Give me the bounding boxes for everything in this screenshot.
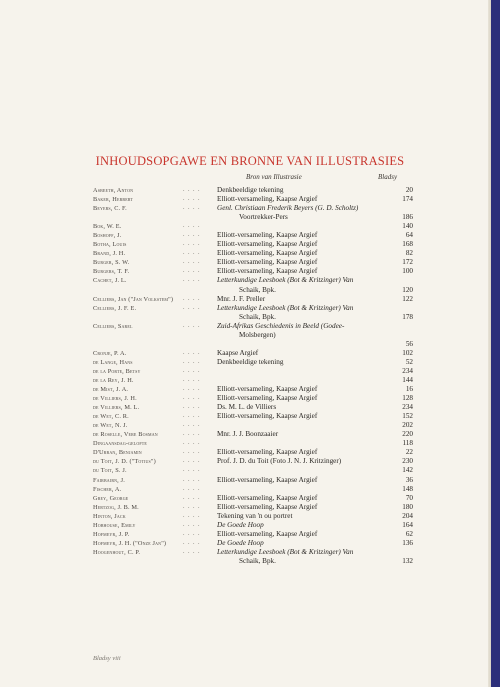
- leader-dots: . . . .: [183, 548, 201, 555]
- entry-name: Hoogenhout, C. P.: [93, 548, 141, 556]
- entry-page-number: 64: [405, 231, 413, 240]
- entry-name: de Wet, N. J.: [93, 422, 128, 430]
- index-entry: [93, 358, 413, 367]
- entry-source: Mnr. J. F. Preller: [217, 294, 266, 303]
- leader-dots: . . . .: [183, 376, 201, 383]
- entry-name: de la Porte, Betsy: [93, 367, 141, 375]
- index-entry: [93, 286, 413, 295]
- entry-name: de Villiers, M. L.: [93, 404, 140, 412]
- book-spine: [491, 0, 500, 687]
- index-entry: [93, 530, 413, 539]
- entry-name: Boshoff, J.: [93, 232, 122, 240]
- index-entry: [93, 376, 413, 385]
- entry-source: Schaik, Bpk.: [239, 285, 276, 294]
- leader-dots: . . . .: [183, 503, 201, 510]
- entry-page-number: 62: [405, 529, 413, 538]
- entry-page-number: 202: [402, 421, 413, 430]
- index-entry: [93, 267, 413, 276]
- entry-page-number: 36: [405, 475, 413, 484]
- entry-source: De Goede Hoop: [217, 538, 264, 547]
- leader-dots: . . . .: [183, 476, 201, 483]
- entry-page-number: 132: [402, 556, 413, 565]
- index-entry: [93, 195, 413, 204]
- entry-page-number: 128: [402, 394, 413, 403]
- index-entry: [93, 421, 413, 430]
- leader-dots: . . . .: [183, 494, 201, 501]
- leader-dots: . . . .: [183, 295, 201, 302]
- entry-source: Letterkundige Leesboek (Bot & Kritzinger) Van: [217, 276, 354, 285]
- index-entry: [93, 412, 413, 421]
- leader-dots: . . . .: [183, 521, 201, 528]
- entry-source: Elliott-versameling, Kaapse Argief: [217, 475, 318, 484]
- index-entry: [93, 476, 413, 485]
- leader-dots: . . . .: [183, 241, 201, 248]
- leader-dots: . . . .: [183, 485, 201, 492]
- index-entry: [93, 466, 413, 475]
- leader-dots: . . . .: [183, 358, 201, 365]
- leader-dots: . . . .: [183, 268, 201, 275]
- entry-page-number: 20: [405, 186, 413, 194]
- entry-source: Kaapse Argief: [217, 348, 259, 357]
- leader-dots: . . . .: [183, 530, 201, 537]
- entry-page-number: 16: [405, 385, 413, 394]
- entry-source: Elliott-versameling, Kaapse Argief: [217, 412, 318, 421]
- entry-page-number: 220: [402, 430, 413, 439]
- leader-dots: . . . .: [183, 304, 201, 311]
- entry-name: Dingaansdag-gelofte: [93, 440, 147, 448]
- entry-page-number: 234: [402, 403, 413, 412]
- entry-page-number: 164: [402, 520, 413, 529]
- entry-source: Tekening van 'n ou portret: [217, 511, 293, 520]
- index-entry: [93, 394, 413, 403]
- entry-page-number: 230: [402, 457, 413, 466]
- entry-name: Grey, George: [93, 494, 129, 502]
- index-entry: [93, 204, 413, 213]
- entry-name: du Toit, S. J.: [93, 467, 127, 475]
- index-entry: [93, 222, 413, 231]
- leader-dots: . . . .: [183, 250, 201, 257]
- source-column-header: Bron van Illustrasie: [246, 173, 302, 181]
- index-entry: [93, 295, 413, 304]
- entry-page-number: 120: [402, 285, 413, 294]
- leader-dots: . . . .: [183, 458, 201, 465]
- entry-name: Beyers, C. F.: [93, 205, 127, 213]
- index-entry: [93, 457, 413, 466]
- entry-source: Ds. M. L. de Villiers: [217, 403, 277, 412]
- entry-page-number: 180: [402, 502, 413, 511]
- index-entry: [93, 340, 413, 349]
- leader-dots: . . . .: [183, 187, 201, 193]
- entry-source: Elliott-versameling, Kaapse Argief: [217, 240, 318, 249]
- entry-name: Burgers, T. F.: [93, 268, 130, 276]
- index-entry: [93, 403, 413, 412]
- entry-page-number: 204: [402, 511, 413, 520]
- entry-page-number: 100: [402, 267, 413, 276]
- entry-name: Hertzog, J. B. M.: [93, 503, 139, 511]
- entry-source: Molsbergen): [239, 330, 276, 339]
- entry-name: de Villiers, J. H.: [93, 395, 137, 403]
- index-entry: [93, 521, 413, 530]
- entry-name: Cronje, P. A.: [93, 349, 127, 357]
- entry-source: Letterkundige Leesboek (Bot & Kritzinger) Van: [217, 547, 354, 556]
- index-entry: [93, 249, 413, 258]
- leader-dots: . . . .: [183, 422, 201, 429]
- entry-source: Elliott-versameling, Kaapse Argief: [217, 267, 318, 276]
- entry-source: Elliott-versameling, Kaapse Argief: [217, 258, 318, 267]
- entry-source: Elliott-versameling, Kaapse Argief: [217, 231, 318, 240]
- leader-dots: . . . .: [183, 349, 201, 356]
- leader-dots: . . . .: [183, 512, 201, 519]
- entry-source: Schaik, Bpk.: [239, 556, 276, 565]
- index-entry: [93, 557, 413, 566]
- page-column-header: Bladsy: [378, 173, 398, 181]
- leader-dots: . . . .: [183, 404, 201, 411]
- entry-name: Hofmeyr, J. H. ("Onze Jan"): [93, 539, 167, 547]
- leader-dots: . . . .: [183, 196, 201, 203]
- entry-page-number: 186: [402, 213, 413, 222]
- index-entry: [93, 213, 413, 222]
- entry-source: Elliott-versameling, Kaapse Argief: [217, 195, 318, 204]
- entry-source: Zuid-Afrikas Geschiedenis in Beeld (Godee-: [217, 321, 345, 330]
- leader-dots: . . . .: [183, 259, 201, 266]
- index-entry: [93, 494, 413, 503]
- index-entry: [93, 258, 413, 267]
- leader-dots: . . . .: [183, 386, 201, 393]
- leader-dots: . . . .: [183, 449, 201, 456]
- entry-page-number: 172: [402, 258, 413, 267]
- entry-source: Schaik, Bpk.: [239, 312, 276, 321]
- entry-page-number: 70: [405, 493, 413, 502]
- index-entry: [93, 231, 413, 240]
- entry-name: Brand, J. H.: [93, 250, 126, 258]
- entry-name: Botha, Louis: [93, 241, 127, 249]
- entry-page-number: 168: [402, 240, 413, 249]
- entry-name: Hobhouse, Emily: [93, 521, 136, 529]
- entry-page-number: 140: [402, 222, 413, 231]
- index-entry: [93, 512, 413, 521]
- index-entry: [93, 322, 413, 331]
- entry-source: Denkbeeldige tekening: [217, 357, 284, 366]
- entry-page-number: 136: [402, 538, 413, 547]
- leader-dots: . . . .: [183, 232, 201, 239]
- entry-source: Mnr. J. J. Boonzaaier: [217, 430, 279, 439]
- index-entry: [93, 276, 413, 285]
- entry-name: Burger, S. W.: [93, 259, 130, 267]
- index-entry: [93, 186, 413, 195]
- entry-source: Voortrekker-Pers: [239, 213, 288, 222]
- entry-page-number: 122: [402, 294, 413, 303]
- index-entry: [93, 385, 413, 394]
- entry-name: du Toit, J. D. ("Totius"): [93, 458, 156, 466]
- index-entry: [93, 349, 413, 358]
- entry-page-number: 22: [405, 448, 413, 457]
- entry-source: Elliott-versameling, Kaapse Argief: [217, 529, 318, 538]
- entry-source: Denkbeeldige tekening: [217, 186, 284, 194]
- index-entry: [93, 304, 413, 313]
- index-entry: [93, 448, 413, 457]
- entry-page-number: 178: [402, 312, 413, 321]
- entry-source: Elliott-versameling, Kaapse Argief: [217, 394, 318, 403]
- leader-dots: . . . .: [183, 431, 201, 438]
- index-entry: [93, 331, 413, 340]
- leader-dots: . . . .: [183, 322, 201, 329]
- entry-page-number: 174: [402, 195, 413, 204]
- index-entry: [93, 485, 413, 494]
- index-entry: [93, 313, 413, 322]
- entry-name: Celliers, Jan ("Jan Volkstem"): [93, 295, 174, 303]
- leader-dots: . . . .: [183, 205, 201, 212]
- entry-name: Cachet, J. L.: [93, 277, 127, 285]
- entry-name: Fairbairn, J.: [93, 476, 125, 484]
- entry-page-number: 234: [402, 366, 413, 375]
- entry-name: de la Rey, J. H.: [93, 376, 134, 384]
- entry-name: D'Urban, Benjamin: [93, 449, 142, 457]
- leader-dots: . . . .: [183, 395, 201, 402]
- leader-dots: . . . .: [183, 413, 201, 420]
- entry-page-number: 82: [405, 249, 413, 258]
- entry-name: Fischer, A.: [93, 485, 122, 493]
- entry-source: Elliott-versameling, Kaapse Argief: [217, 493, 318, 502]
- leader-dots: . . . .: [183, 539, 201, 546]
- leader-dots: . . . .: [183, 223, 201, 230]
- leader-dots: . . . .: [183, 467, 201, 474]
- index-entry: [93, 548, 413, 557]
- entry-name: de Wet, C. R.: [93, 413, 129, 421]
- leader-dots: . . . .: [183, 367, 201, 374]
- entry-name: de Roselle, Vere Bosman: [93, 431, 158, 439]
- entry-source: Genl. Christiaan Frederik Beyers (G. D. Scholtz): [217, 204, 359, 213]
- entry-page-number: 102: [402, 348, 413, 357]
- index-entry: [93, 367, 413, 376]
- leader-dots: . . . .: [183, 440, 201, 447]
- entry-name: Celliers, J. F. E.: [93, 304, 137, 312]
- entry-name: Bok, W. E.: [93, 223, 122, 231]
- entry-name: Baker, Herbert: [93, 196, 133, 204]
- entry-page-number: 118: [402, 439, 413, 448]
- entry-source: Elliott-versameling, Kaapse Argief: [217, 249, 318, 258]
- entry-source: Elliott-versameling, Kaapse Argief: [217, 502, 318, 511]
- index-entry: [93, 539, 413, 548]
- entry-source: Elliott-versameling, Kaapse Argief: [217, 385, 318, 394]
- entry-source: Elliott-versameling, Kaapse Argief: [217, 448, 318, 457]
- page-footer: Bladsy viii: [93, 655, 121, 662]
- entry-page-number: 52: [405, 357, 413, 366]
- index-entry: [93, 430, 413, 439]
- entry-name: de Lange, Hans: [93, 358, 133, 366]
- entry-page-number: 142: [402, 466, 413, 475]
- entry-page-number: 152: [402, 412, 413, 421]
- page-title: INHOUDSOPGAWE EN BRONNE VAN ILLUSTRASIES: [95, 154, 405, 168]
- index-entry: [93, 240, 413, 249]
- index-entry: [93, 503, 413, 512]
- entry-name: Hofmeyr, J. P.: [93, 530, 130, 538]
- entry-page-number: 56: [405, 339, 413, 348]
- leader-dots: . . . .: [183, 277, 201, 284]
- entry-source: Prof. J. D. du Toit (Foto J. N. J. Kritzinger): [217, 457, 342, 466]
- entry-page-number: 148: [402, 484, 413, 493]
- entry-source: De Goede Hoop: [217, 520, 264, 529]
- illustration-index-list: [93, 186, 413, 566]
- index-entry: [93, 439, 413, 448]
- entry-name: Asbeeth, Anton: [93, 187, 134, 194]
- entry-page-number: 144: [402, 375, 413, 384]
- entry-name: Celliers, Sarel: [93, 322, 133, 330]
- entry-source: Letterkundige Leesboek (Bot & Kritzinger) Van: [217, 303, 354, 312]
- entry-name: de Mist, J. A.: [93, 386, 129, 394]
- entry-name: Hinton, Jack: [93, 512, 126, 520]
